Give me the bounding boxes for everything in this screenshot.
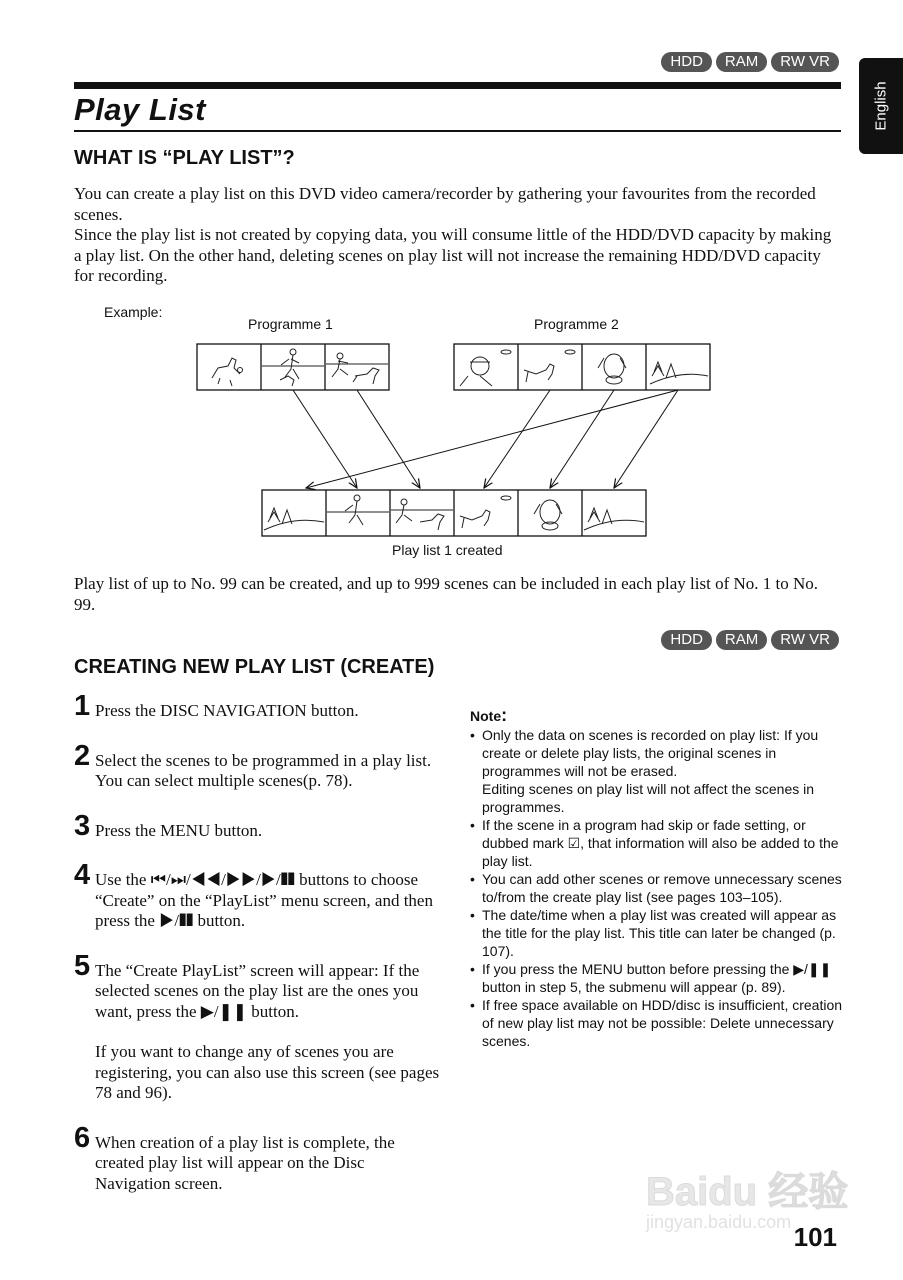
page-number: 101 <box>793 1222 837 1252</box>
note-item: • If the scene in a program had skip or fade setting, or dubbed mark ☑, that information will also be added to the play list. <box>470 816 850 870</box>
note-list <box>470 726 850 1050</box>
programme-1-label: Programme 1 <box>248 316 333 332</box>
step-text: Use the ⏮/⏭/◀◀/▶▶/▶/❚❚ buttons to choose “Create” on the “PlayList” menu screen, and then press the ▶/❚❚ button. <box>95 870 433 930</box>
step-3 <box>74 809 444 842</box>
ram-badge: RAM <box>716 52 767 72</box>
result-scene-man-running-icon <box>391 499 453 530</box>
step-text: When creation of a play list is complete, the created play list will appear on the Disc Navigation screen. <box>95 1132 395 1193</box>
step-text: Press the DISC NAVIGATION button. <box>95 701 359 720</box>
step-1 <box>74 692 444 722</box>
hdd-badge: HDD <box>661 52 712 72</box>
step-number: 6 <box>74 1121 91 1154</box>
scene-dog-frisbee-icon <box>524 350 575 382</box>
result-scene-dog-frisbee-icon <box>460 496 511 528</box>
step-number: 5 <box>74 949 91 982</box>
note-item: • You can add other scenes or remove unnecessary scenes to/from the create play list (see pages 103–105). <box>470 870 850 906</box>
step-text: Press the MENU button. <box>95 820 263 840</box>
step-4 <box>74 861 444 932</box>
note-item: • Only the data on scenes is recorded on play list: If you create or delete play lists, the original scenes in programmes will not be erased. <box>470 726 850 780</box>
note-item: • The date/time when a play list was created will appear as the title for the play list. This title can later be changed (p. 107). <box>470 906 850 960</box>
step-number: 4 <box>74 859 91 891</box>
intro-paragraph-2: Since the play list is not created by copying data, you will consume little of the HDD/DVD capacity by making a play list. On the other hand, deleting scenes on play list will not increase the remaining HDD/DVD capacity for recording. <box>74 225 832 285</box>
rwvr-badge: RW VR <box>771 52 839 72</box>
format-badges-section2 <box>661 630 839 650</box>
playlist-limit-text: Play list of up to No. 99 can be created, and up to 999 scenes can be included in each play list of No. 1 to No. 99. <box>74 574 819 614</box>
step-text: If you want to change any of scenes you are registering, you can also use this screen (see pages 78 and 96). <box>95 1042 440 1102</box>
step-text: The “Create PlayList” screen will appear: If the selected scenes on the play list are the ones you want, press the ▶/❚❚ button. <box>95 960 420 1021</box>
step-5 <box>74 949 444 1104</box>
step-6 <box>74 1121 444 1195</box>
watermark-logo-text: Baidu 经验 <box>646 1170 849 1214</box>
example-label: Example: <box>104 304 163 320</box>
steps-list <box>74 692 444 1214</box>
note-item: • If free space available on HDD/disc is insufficient, creation of new play list may not be possible: Delete unnecessary scenes. <box>470 996 850 1050</box>
note-item: Editing scenes on play list will not affect the scenes in programmes. <box>482 781 815 815</box>
mapping-arrows <box>293 390 678 488</box>
step-number: 1 <box>74 690 91 722</box>
step-text: Select the scenes to be programmed in a play list. <box>95 750 432 770</box>
scene-dog-face-icon <box>598 354 626 384</box>
intro-paragraph-1: You can create a play list on this DVD video camera/recorder by gathering your favourites from the recorded scenes. <box>74 184 816 224</box>
scene-man-cap-icon <box>460 350 511 386</box>
step-text: You can select multiple scenes(p. 78). <box>95 771 353 790</box>
step-2 <box>74 739 444 792</box>
scene-trees-icon <box>650 362 708 384</box>
note-item: • If you press the MENU button before pressing the ▶/❚❚ button in step 5, the submenu will appear (p. 89). <box>470 960 850 996</box>
page-title: Play List <box>74 92 206 127</box>
ram-badge: RAM <box>716 630 767 650</box>
section-heading-create: CREATING NEW PLAY LIST (CREATE) <box>74 656 435 678</box>
playlist-diagram <box>0 0 903 600</box>
scene-dog-running-icon <box>212 358 243 386</box>
result-scene-man-dog-icon <box>327 495 389 525</box>
result-scene-trees-2-icon <box>584 508 644 530</box>
hdd-badge: HDD <box>661 630 712 650</box>
section-heading-what-is: WHAT IS “PLAY LIST”? <box>74 147 295 169</box>
scene-man-running-dog-icon <box>326 353 388 384</box>
step-number: 3 <box>74 809 91 842</box>
note-box <box>470 706 850 1050</box>
programme-2-label: Programme 2 <box>534 316 619 332</box>
scene-man-with-dog-icon <box>262 349 324 386</box>
playlist-created-label: Play list 1 created <box>392 542 503 558</box>
step-number: 2 <box>74 739 91 772</box>
watermark-url: jingyan.baidu.com <box>646 1212 792 1232</box>
language-tab-label: English <box>872 81 890 131</box>
playlist-result-strip <box>262 490 646 536</box>
result-scene-dog-face-icon <box>534 500 562 530</box>
note-title: Note: <box>470 705 508 725</box>
result-scene-trees-icon <box>264 508 324 530</box>
rwvr-badge: RW VR <box>771 630 839 650</box>
